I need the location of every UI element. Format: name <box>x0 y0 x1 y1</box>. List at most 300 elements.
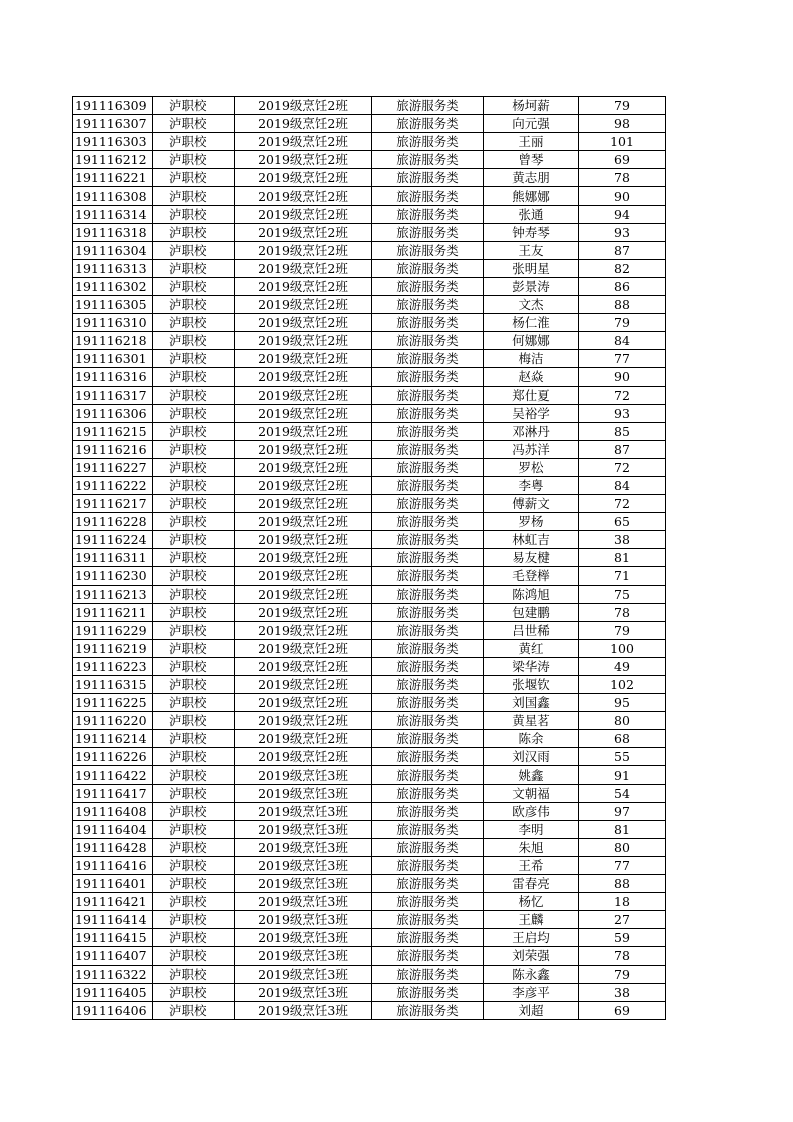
student-id-cell: 191116302 <box>73 277 153 295</box>
student-name-cell: 刘超 <box>484 1001 579 1019</box>
class-cell: 2019级烹饪2班 <box>235 277 372 295</box>
school-cell: 泸职校 <box>153 495 235 513</box>
school-cell: 泸职校 <box>153 929 235 947</box>
category-cell: 旅游服务类 <box>372 838 484 856</box>
score-cell: 90 <box>579 187 666 205</box>
table-row <box>73 730 666 748</box>
student-id-cell: 191116218 <box>73 332 153 350</box>
student-id-cell: 191116422 <box>73 766 153 784</box>
category-cell: 旅游服务类 <box>372 314 484 332</box>
school-cell: 泸职校 <box>153 332 235 350</box>
school-cell: 泸职校 <box>153 151 235 169</box>
student-name-cell: 朱旭 <box>484 838 579 856</box>
student-name-cell: 傅薪文 <box>484 495 579 513</box>
student-id-cell: 191116405 <box>73 983 153 1001</box>
table-row <box>73 314 666 332</box>
table-row <box>73 241 666 259</box>
table-row <box>73 422 666 440</box>
student-name-cell: 梁华涛 <box>484 657 579 675</box>
score-cell: 18 <box>579 893 666 911</box>
category-cell: 旅游服务类 <box>372 802 484 820</box>
student-name-cell: 梅洁 <box>484 350 579 368</box>
category-cell: 旅游服务类 <box>372 458 484 476</box>
student-id-cell: 191116229 <box>73 621 153 639</box>
table-row <box>73 766 666 784</box>
table-row <box>73 495 666 513</box>
school-cell: 泸职校 <box>153 350 235 368</box>
category-cell: 旅游服务类 <box>372 965 484 983</box>
school-cell: 泸职校 <box>153 169 235 187</box>
score-cell: 79 <box>579 314 666 332</box>
school-cell: 泸职校 <box>153 639 235 657</box>
school-cell: 泸职校 <box>153 875 235 893</box>
table-row <box>73 151 666 169</box>
score-cell: 78 <box>579 169 666 187</box>
score-cell: 87 <box>579 440 666 458</box>
student-name-cell: 赵焱 <box>484 368 579 386</box>
category-cell: 旅游服务类 <box>372 893 484 911</box>
school-cell: 泸职校 <box>153 784 235 802</box>
score-cell: 98 <box>579 115 666 133</box>
school-cell: 泸职校 <box>153 603 235 621</box>
score-cell: 79 <box>579 97 666 115</box>
category-cell: 旅游服务类 <box>372 440 484 458</box>
category-cell: 旅游服务类 <box>372 657 484 675</box>
class-cell: 2019级烹饪2班 <box>235 151 372 169</box>
class-cell: 2019级烹饪2班 <box>235 585 372 603</box>
school-cell: 泸职校 <box>153 115 235 133</box>
student-name-cell: 杨忆 <box>484 893 579 911</box>
student-id-cell: 191116301 <box>73 350 153 368</box>
score-cell: 72 <box>579 386 666 404</box>
school-cell: 泸职校 <box>153 748 235 766</box>
school-cell: 泸职校 <box>153 531 235 549</box>
score-cell: 69 <box>579 1001 666 1019</box>
student-name-cell: 吴裕学 <box>484 404 579 422</box>
score-cell: 95 <box>579 694 666 712</box>
class-cell: 2019级烹饪2班 <box>235 748 372 766</box>
student-name-cell: 欧彦伟 <box>484 802 579 820</box>
student-name-cell: 何娜娜 <box>484 332 579 350</box>
category-cell: 旅游服务类 <box>372 603 484 621</box>
class-cell: 2019级烹饪3班 <box>235 911 372 929</box>
category-cell: 旅游服务类 <box>372 277 484 295</box>
class-cell: 2019级烹饪2班 <box>235 404 372 422</box>
school-cell: 泸职校 <box>153 549 235 567</box>
student-id-cell: 191116224 <box>73 531 153 549</box>
class-cell: 2019级烹饪2班 <box>235 567 372 585</box>
student-id-cell: 191116309 <box>73 97 153 115</box>
table-row <box>73 187 666 205</box>
category-cell: 旅游服务类 <box>372 531 484 549</box>
table-row <box>73 676 666 694</box>
table-row <box>73 332 666 350</box>
class-cell: 2019级烹饪2班 <box>235 169 372 187</box>
student-id-cell: 191116228 <box>73 513 153 531</box>
student-name-cell: 曾琴 <box>484 151 579 169</box>
class-cell: 2019级烹饪2班 <box>235 458 372 476</box>
student-id-cell: 191116230 <box>73 567 153 585</box>
class-cell: 2019级烹饪2班 <box>235 712 372 730</box>
school-cell: 泸职校 <box>153 1001 235 1019</box>
category-cell: 旅游服务类 <box>372 856 484 874</box>
school-cell: 泸职校 <box>153 983 235 1001</box>
student-name-cell: 郑仕夏 <box>484 386 579 404</box>
score-cell: 49 <box>579 657 666 675</box>
category-cell: 旅游服务类 <box>372 422 484 440</box>
class-cell: 2019级烹饪3班 <box>235 965 372 983</box>
class-cell: 2019级烹饪2班 <box>235 639 372 657</box>
table-row <box>73 205 666 223</box>
score-cell: 77 <box>579 856 666 874</box>
school-cell: 泸职校 <box>153 404 235 422</box>
score-cell: 69 <box>579 151 666 169</box>
category-cell: 旅游服务类 <box>372 133 484 151</box>
class-cell: 2019级烹饪2班 <box>235 657 372 675</box>
score-cell: 93 <box>579 223 666 241</box>
school-cell: 泸职校 <box>153 712 235 730</box>
class-cell: 2019级烹饪3班 <box>235 983 372 1001</box>
table-row <box>73 911 666 929</box>
table-row <box>73 133 666 151</box>
class-cell: 2019级烹饪2班 <box>235 531 372 549</box>
table-row <box>73 350 666 368</box>
table-row <box>73 259 666 277</box>
student-id-cell: 191116217 <box>73 495 153 513</box>
score-cell: 38 <box>579 983 666 1001</box>
school-cell: 泸职校 <box>153 187 235 205</box>
school-cell: 泸职校 <box>153 947 235 965</box>
score-cell: 81 <box>579 820 666 838</box>
class-cell: 2019级烹饪3班 <box>235 875 372 893</box>
category-cell: 旅游服务类 <box>372 766 484 784</box>
class-cell: 2019级烹饪2班 <box>235 386 372 404</box>
score-table <box>72 96 666 1020</box>
category-cell: 旅游服务类 <box>372 585 484 603</box>
category-cell: 旅游服务类 <box>372 730 484 748</box>
class-cell: 2019级烹饪2班 <box>235 422 372 440</box>
category-cell: 旅游服务类 <box>372 115 484 133</box>
school-cell: 泸职校 <box>153 476 235 494</box>
student-id-cell: 191116307 <box>73 115 153 133</box>
score-cell: 101 <box>579 133 666 151</box>
score-table-body <box>73 97 666 1020</box>
student-name-cell: 王丽 <box>484 133 579 151</box>
category-cell: 旅游服务类 <box>372 495 484 513</box>
class-cell: 2019级烹饪3班 <box>235 766 372 784</box>
table-row <box>73 404 666 422</box>
class-cell: 2019级烹饪2班 <box>235 368 372 386</box>
table-row <box>73 567 666 585</box>
student-name-cell: 张明星 <box>484 259 579 277</box>
school-cell: 泸职校 <box>153 694 235 712</box>
student-name-cell: 黄志朋 <box>484 169 579 187</box>
table-row <box>73 531 666 549</box>
student-name-cell: 易友楗 <box>484 549 579 567</box>
table-row <box>73 115 666 133</box>
score-cell: 86 <box>579 277 666 295</box>
class-cell: 2019级烹饪2班 <box>235 115 372 133</box>
table-row <box>73 476 666 494</box>
class-cell: 2019级烹饪2班 <box>235 187 372 205</box>
table-row <box>73 947 666 965</box>
class-cell: 2019级烹饪3班 <box>235 947 372 965</box>
school-cell: 泸职校 <box>153 585 235 603</box>
school-cell: 泸职校 <box>153 422 235 440</box>
school-cell: 泸职校 <box>153 314 235 332</box>
table-row <box>73 513 666 531</box>
category-cell: 旅游服务类 <box>372 350 484 368</box>
student-id-cell: 191116222 <box>73 476 153 494</box>
table-row <box>73 657 666 675</box>
score-cell: 88 <box>579 875 666 893</box>
school-cell: 泸职校 <box>153 911 235 929</box>
category-cell: 旅游服务类 <box>372 784 484 802</box>
student-id-cell: 191116221 <box>73 169 153 187</box>
school-cell: 泸职校 <box>153 820 235 838</box>
school-cell: 泸职校 <box>153 838 235 856</box>
school-cell: 泸职校 <box>153 567 235 585</box>
score-cell: 79 <box>579 621 666 639</box>
table-row <box>73 549 666 567</box>
class-cell: 2019级烹饪3班 <box>235 856 372 874</box>
student-id-cell: 191116408 <box>73 802 153 820</box>
student-id-cell: 191116311 <box>73 549 153 567</box>
student-id-cell: 191116216 <box>73 440 153 458</box>
school-cell: 泸职校 <box>153 133 235 151</box>
student-id-cell: 191116223 <box>73 657 153 675</box>
student-id-cell: 191116421 <box>73 893 153 911</box>
category-cell: 旅游服务类 <box>372 296 484 314</box>
score-cell: 71 <box>579 567 666 585</box>
student-id-cell: 191116317 <box>73 386 153 404</box>
category-cell: 旅游服务类 <box>372 875 484 893</box>
student-id-cell: 191116314 <box>73 205 153 223</box>
school-cell: 泸职校 <box>153 97 235 115</box>
student-name-cell: 刘国鑫 <box>484 694 579 712</box>
category-cell: 旅游服务类 <box>372 169 484 187</box>
table-row <box>73 223 666 241</box>
class-cell: 2019级烹饪2班 <box>235 730 372 748</box>
score-cell: 78 <box>579 603 666 621</box>
student-id-cell: 191116213 <box>73 585 153 603</box>
student-name-cell: 刘汉雨 <box>484 748 579 766</box>
student-id-cell: 191116215 <box>73 422 153 440</box>
school-cell: 泸职校 <box>153 223 235 241</box>
category-cell: 旅游服务类 <box>372 241 484 259</box>
category-cell: 旅游服务类 <box>372 386 484 404</box>
score-cell: 75 <box>579 585 666 603</box>
table-row <box>73 820 666 838</box>
student-id-cell: 191116316 <box>73 368 153 386</box>
student-name-cell: 雷春亮 <box>484 875 579 893</box>
table-row <box>73 368 666 386</box>
table-row <box>73 296 666 314</box>
class-cell: 2019级烹饪3班 <box>235 820 372 838</box>
table-row <box>73 875 666 893</box>
table-row <box>73 856 666 874</box>
category-cell: 旅游服务类 <box>372 476 484 494</box>
student-id-cell: 191116322 <box>73 965 153 983</box>
student-id-cell: 191116406 <box>73 1001 153 1019</box>
student-name-cell: 林虹吉 <box>484 531 579 549</box>
student-name-cell: 陈余 <box>484 730 579 748</box>
student-id-cell: 191116303 <box>73 133 153 151</box>
student-name-cell: 钟寿琴 <box>484 223 579 241</box>
student-id-cell: 191116220 <box>73 712 153 730</box>
school-cell: 泸职校 <box>153 458 235 476</box>
class-cell: 2019级烹饪2班 <box>235 440 372 458</box>
school-cell: 泸职校 <box>153 241 235 259</box>
school-cell: 泸职校 <box>153 621 235 639</box>
category-cell: 旅游服务类 <box>372 513 484 531</box>
student-id-cell: 191116308 <box>73 187 153 205</box>
student-id-cell: 191116318 <box>73 223 153 241</box>
student-name-cell: 王启均 <box>484 929 579 947</box>
student-name-cell: 王希 <box>484 856 579 874</box>
class-cell: 2019级烹饪2班 <box>235 133 372 151</box>
school-cell: 泸职校 <box>153 513 235 531</box>
score-cell: 80 <box>579 712 666 730</box>
student-id-cell: 191116304 <box>73 241 153 259</box>
student-id-cell: 191116417 <box>73 784 153 802</box>
school-cell: 泸职校 <box>153 440 235 458</box>
category-cell: 旅游服务类 <box>372 712 484 730</box>
category-cell: 旅游服务类 <box>372 151 484 169</box>
student-id-cell: 191116416 <box>73 856 153 874</box>
student-name-cell: 熊娜娜 <box>484 187 579 205</box>
score-cell: 102 <box>579 676 666 694</box>
category-cell: 旅游服务类 <box>372 549 484 567</box>
score-cell: 55 <box>579 748 666 766</box>
category-cell: 旅游服务类 <box>372 187 484 205</box>
category-cell: 旅游服务类 <box>372 639 484 657</box>
student-name-cell: 陈永鑫 <box>484 965 579 983</box>
table-row <box>73 458 666 476</box>
class-cell: 2019级烹饪2班 <box>235 241 372 259</box>
table-row <box>73 784 666 802</box>
student-id-cell: 191116212 <box>73 151 153 169</box>
student-name-cell: 王友 <box>484 241 579 259</box>
student-name-cell: 李彦平 <box>484 983 579 1001</box>
student-id-cell: 191116305 <box>73 296 153 314</box>
class-cell: 2019级烹饪2班 <box>235 549 372 567</box>
school-cell: 泸职校 <box>153 856 235 874</box>
category-cell: 旅游服务类 <box>372 929 484 947</box>
score-cell: 84 <box>579 476 666 494</box>
score-cell: 80 <box>579 838 666 856</box>
table-row <box>73 983 666 1001</box>
student-id-cell: 191116226 <box>73 748 153 766</box>
student-name-cell: 冯苏洋 <box>484 440 579 458</box>
student-name-cell: 黄红 <box>484 639 579 657</box>
student-id-cell: 191116415 <box>73 929 153 947</box>
category-cell: 旅游服务类 <box>372 947 484 965</box>
table-row <box>73 893 666 911</box>
class-cell: 2019级烹饪2班 <box>235 314 372 332</box>
class-cell: 2019级烹饪2班 <box>235 513 372 531</box>
category-cell: 旅游服务类 <box>372 223 484 241</box>
student-id-cell: 191116414 <box>73 911 153 929</box>
category-cell: 旅游服务类 <box>372 911 484 929</box>
table-row <box>73 97 666 115</box>
school-cell: 泸职校 <box>153 657 235 675</box>
table-row <box>73 1001 666 1019</box>
table-row <box>73 694 666 712</box>
category-cell: 旅游服务类 <box>372 97 484 115</box>
category-cell: 旅游服务类 <box>372 332 484 350</box>
student-id-cell: 191116219 <box>73 639 153 657</box>
school-cell: 泸职校 <box>153 965 235 983</box>
school-cell: 泸职校 <box>153 296 235 314</box>
table-row <box>73 712 666 730</box>
student-id-cell: 191116313 <box>73 259 153 277</box>
student-name-cell: 李明 <box>484 820 579 838</box>
score-cell: 38 <box>579 531 666 549</box>
school-cell: 泸职校 <box>153 205 235 223</box>
student-id-cell: 191116404 <box>73 820 153 838</box>
category-cell: 旅游服务类 <box>372 1001 484 1019</box>
category-cell: 旅游服务类 <box>372 368 484 386</box>
student-name-cell: 邓淋丹 <box>484 422 579 440</box>
student-id-cell: 191116315 <box>73 676 153 694</box>
category-cell: 旅游服务类 <box>372 621 484 639</box>
class-cell: 2019级烹饪2班 <box>235 676 372 694</box>
class-cell: 2019级烹饪2班 <box>235 97 372 115</box>
category-cell: 旅游服务类 <box>372 567 484 585</box>
student-id-cell: 191116401 <box>73 875 153 893</box>
student-name-cell: 陈鸿旭 <box>484 585 579 603</box>
score-cell: 72 <box>579 458 666 476</box>
category-cell: 旅游服务类 <box>372 259 484 277</box>
student-name-cell: 罗松 <box>484 458 579 476</box>
table-row <box>73 802 666 820</box>
class-cell: 2019级烹饪3班 <box>235 838 372 856</box>
class-cell: 2019级烹饪3班 <box>235 1001 372 1019</box>
student-id-cell: 191116310 <box>73 314 153 332</box>
student-name-cell: 张通 <box>484 205 579 223</box>
student-id-cell: 191116227 <box>73 458 153 476</box>
class-cell: 2019级烹饪2班 <box>235 332 372 350</box>
student-name-cell: 毛登榉 <box>484 567 579 585</box>
table-row <box>73 603 666 621</box>
table-row <box>73 965 666 983</box>
score-cell: 84 <box>579 332 666 350</box>
score-cell: 85 <box>579 422 666 440</box>
score-cell: 100 <box>579 639 666 657</box>
table-row <box>73 277 666 295</box>
student-name-cell: 向元强 <box>484 115 579 133</box>
student-id-cell: 191116407 <box>73 947 153 965</box>
class-cell: 2019级烹饪2班 <box>235 621 372 639</box>
student-id-cell: 191116225 <box>73 694 153 712</box>
student-id-cell: 191116211 <box>73 603 153 621</box>
category-cell: 旅游服务类 <box>372 694 484 712</box>
score-cell: 97 <box>579 802 666 820</box>
student-name-cell: 刘荣强 <box>484 947 579 965</box>
category-cell: 旅游服务类 <box>372 404 484 422</box>
score-cell: 77 <box>579 350 666 368</box>
student-name-cell: 吕世稀 <box>484 621 579 639</box>
student-name-cell: 文杰 <box>484 296 579 314</box>
score-cell: 72 <box>579 495 666 513</box>
school-cell: 泸职校 <box>153 730 235 748</box>
student-name-cell: 彭景涛 <box>484 277 579 295</box>
score-cell: 79 <box>579 965 666 983</box>
student-name-cell: 王麟 <box>484 911 579 929</box>
student-name-cell: 张堰钦 <box>484 676 579 694</box>
score-cell: 90 <box>579 368 666 386</box>
